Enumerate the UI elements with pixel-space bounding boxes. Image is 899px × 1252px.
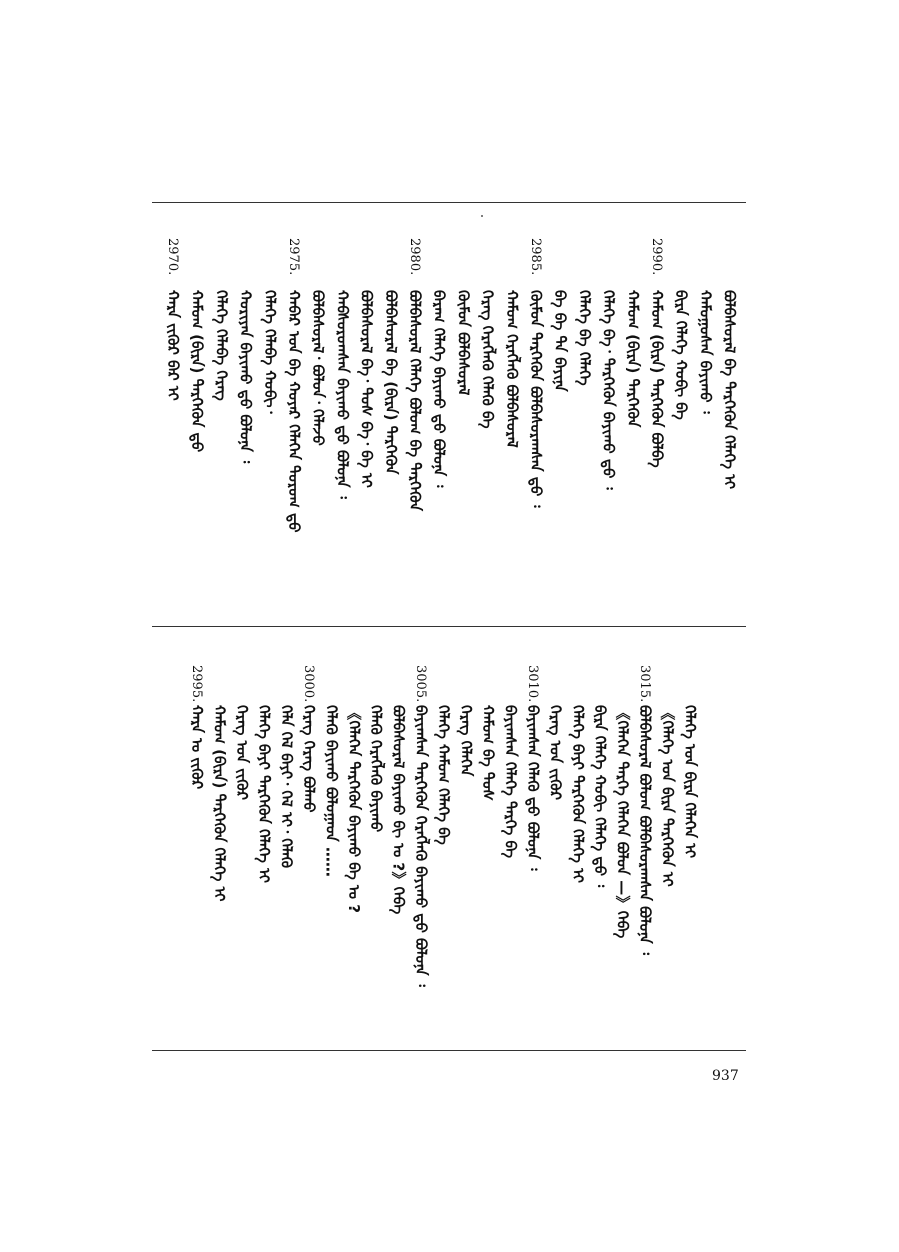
verse-line: [160, 238, 186, 608]
upper-verse-block: [152, 238, 746, 608]
verse-text: ᠬᠡᠯᠡᠬᠦ ᠬᠡᠷᠡᠭᠯᠡᠬᠦ ᠪᠠᠶᠢᠬᠤ: [367, 705, 386, 833]
speck: [481, 215, 483, 217]
verse-text: ᠬᠡᠷᠡᠭ ᠤᠨ ᠵᠢᠭᠦᠷ: [232, 705, 251, 801]
verse-text: ᠬᠡᠯᠡᠭᠡ ᠪᠠᠶᠢ ᠲᠡᠷᠭᠡᠭᠦᠨ ᠬᠡᠯᠡᠭᠡ ᠢ: [568, 705, 587, 883]
line-number: 2990.: [649, 238, 664, 276]
verse-text: ᠬᠦᠮᠦᠨ ᠲᠡᠷᠭᠡᠭᠦᠨ ᠪᠣᠯᠪᠠᠰᠤᠷᠠᠭᠰᠠᠨ ᠳ᠋ᠤ ᠄: [527, 290, 545, 508]
line-number: 2980.: [407, 238, 422, 276]
verse-line: [233, 238, 259, 608]
line-number: 2985.: [528, 238, 543, 276]
verse-text: ᠪᠣᠯᠪᠠᠰᠤᠷᠠᠯ᠂ ᠪᠣᠯᠤᠨ᠂ ᠬᠡᠯᠡᠵᠦ: [309, 290, 328, 446]
verse-text: ᠬᠠᠮᠤᠭ (ᠪᠢᠷᠠ) ᠲᠡᠷᠭᠡᠭᠦᠨ ᠬᠡᠯᠡᠭᠡ ᠢ: [210, 705, 229, 902]
verse-line: [378, 238, 404, 608]
verse-text: ᠪᠢᠷᠠ ᠬᠡᠯᠡᠭᠡ ᠬᠤᠪᠢ ᠪᠠ: [672, 290, 691, 420]
bottom-rule: [152, 1050, 746, 1051]
line-number: 2975.: [286, 238, 301, 276]
verse-text: ᠬᠡᠯᠡᠭᠡ ᠪᠠ ᠬᠡᠯᠡᠭᠡ: [575, 290, 594, 386]
verse-line: [402, 238, 428, 608]
verse-text: ᠬᠡᠷᠡᠭ ᠤᠨ ᠵᠢᠭᠦᠷ: [546, 705, 565, 801]
verse-text: ᠬᠠᠷᠠ ᠤ ᠵᠢᠭᠦᠷ: [188, 705, 206, 790]
verse-text: ᠬᠡᠯᠡᠭᠡ ᠪᠠᠶᠢ ᠲᠡᠷᠭᠡᠭᠦᠨ ᠬᠡᠯᠡᠭᠡ ᠢ: [255, 705, 274, 883]
verse-text: ᠬᠦᠮᠦᠨ ᠪᠣᠯᠪᠠᠰᠤᠷᠠᠯ: [454, 290, 473, 396]
verse-text: ᠪᠢᠷᠠ ᠬᠡᠯᠡᠭᠡ ᠬᠤᠪᠢ ᠬᠡᠯᠡᠭᠡ ᠳ᠋ᠤ ᠄: [591, 705, 610, 888]
verse-text: ᠬᠡᠷᠡᠭ ᠬᠡᠷᠡᠭ ᠪᠣᠯᠬᠤ: [300, 705, 318, 813]
lower-verse-block: [152, 665, 746, 1025]
verse-text: ᠪᠠᠶᠢᠭᠰᠠᠨ ᠬᠡᠯᠡᠭᠡ ᠲᠡᠷᠭᠡ ᠪᠠ: [501, 705, 520, 859]
verse-text: ᠪᠠᠷᠠᠭ ᠬᠡᠯᠡᠭᠡ ᠪᠠᠶᠢᠬᠤ ᠳ᠋ᠤ ᠪᠣᠯᠤᠨᠠ ᠄: [430, 290, 449, 488]
verse-line: [547, 238, 573, 608]
line-number: 3000.: [301, 665, 316, 703]
verse-text: ᠬᠡᠯᠡᠬᠦ ᠪᠠᠶᠢᠬᠤ ᠪᠣᠯᠤᠭᠠᠳ ……: [322, 705, 341, 877]
line-number: 2970.: [165, 238, 180, 276]
verse-text: 《ᠬᠡᠯᠡᠭᠡᠨ ᠲᠡᠷᠭᠡ ᠬᠡᠯᠡᠭᠡᠨ ᠪᠣᠯᠤᠨ —》ᠭᠡᠪᠡ: [613, 705, 632, 939]
verse-text: ᠬᠡᠷᠡᠭ ᠬᠡᠷᠡᠭᠯᠡᠬᠦ ᠬᠡᠯᠡᠬᠦ ᠪᠠ: [478, 290, 497, 429]
line-number: 3005.: [413, 665, 428, 703]
verse-line: [571, 238, 597, 608]
verse-line: [644, 238, 670, 608]
verse-text: ᠬᠡᠷᠡᠭ ᠬᠡᠯᠡᠭᠡᠨ: [456, 705, 475, 777]
verse-text: ᠬᠠᠮᠤᠭ (ᠪᠢᠷᠠ) ᠲᠡᠷᠭᠡᠭᠦᠨ ᠪᠣᠯᠪᠠ: [648, 290, 666, 468]
verse-text: ᠪᠠᠶᠢᠭᠰᠠᠨ ᠬᠡᠯᠡᠬᠦ ᠳ᠋ᠤ ᠪᠣᠯᠤᠨᠠ ᠄: [524, 705, 542, 871]
verse-text: ᠪᠣᠯᠪᠠᠰᠤᠷᠠᠯ ᠪᠣᠯᠤᠭ ᠪᠣᠯᠪᠠᠰᠤᠷᠠᠭᠰᠠᠨ ᠪᠣᠯᠤᠨᠠ ᠄: [636, 705, 654, 955]
verse-text: ᠪᠣᠯᠪᠠᠰᠤᠷᠠᠯ ᠪᠠ ᠲᠡᠷᠭᠡᠭᠦᠨ ᠬᠡᠯᠡᠭᠡ ᠢ: [720, 290, 739, 490]
verse-line: [281, 238, 307, 608]
top-rule: [152, 202, 746, 203]
verse-line: [523, 238, 549, 608]
verse-text: ᠬᠠᠮᠤᠭ (ᠪᠢᠷᠠ) ᠲᠡᠷᠭᠡᠭᠦᠨ: [623, 290, 642, 428]
verse-text: ᠬᠡᠯᠡᠭᠡ ᠬᠡᠯᠡᠪᠡ ᠬᠤᠪᠢ᠂: [260, 290, 279, 414]
verse-text: ᠬᠡᠯᠡᠭᠡ ᠤᠨ ᠪᠢᠷᠠ ᠬᠡᠯᠡᠭᠡᠨ ᠢ: [680, 705, 699, 859]
line-number: 2995.: [189, 665, 204, 703]
verse-line: [305, 238, 331, 608]
verse-line: [450, 238, 476, 608]
verse-line: [596, 238, 622, 608]
verse-text: 《ᠬᠡᠯᠡᠭᠡᠨ ᠲᠡᠷᠭᠡᠭᠦᠨ ᠪᠠᠶᠢᠬᠤ ᠪᠠ ᠤ ?: [344, 705, 363, 913]
verse-line: [426, 238, 452, 608]
verse-text: ᠬᠠᠷᠠ ᠵᠢᠭᠦᠷ ᠪᠡᠷ ᠢ: [164, 290, 182, 401]
verse-text: ᠬᠡᠯᠡᠭᠡ ᠬᠠᠮᠤᠭ ᠬᠡᠯᠡᠭᠡ ᠪᠠ: [434, 705, 453, 845]
middle-rule: [152, 626, 746, 627]
line-number: 3010.: [525, 665, 540, 703]
verse-text: ᠪᠣᠯᠪᠠᠰᠤᠷᠠᠯ ᠬᠡᠯᠡᠭᠡ ᠪᠣᠯᠤᠭ ᠪᠠ ᠲᠡᠷᠭᠡᠭᠦᠨ: [406, 290, 424, 511]
verse-text: ᠬᠡᠯᠡᠭᠡ ᠪᠠ᠂ ᠲᠡᠷᠭᠡᠭᠦᠨ ᠪᠠᠶᠢᠬᠤ ᠳ᠋ᠤ ᠄: [599, 290, 618, 490]
verse-line: [257, 238, 283, 608]
verse-text: ᠬᠡᠯᠡ ᠬᠡᠯ ᠪᠠᠶᠢ᠂ ᠬᠡᠯ ᠢ᠂ ᠬᠡᠯᠡᠬᠦ: [277, 705, 296, 869]
verse-line: [354, 238, 380, 608]
verse-text: ᠬᠠᠮᠤᠭᠤᠰᠠᠨ ᠪᠠᠶᠢᠬᠤ ᠄: [696, 290, 715, 414]
verse-line: [208, 238, 234, 608]
verse-text: ᠬᠡᠯᠡᠭᠡ ᠬᠡᠯᠡᠪᠡ ᠬᠡᠷᠡᠭ: [212, 290, 231, 401]
verse-text: ᠪᠣᠯᠪᠠᠰᠤᠷᠠᠯ ᠪᠠ᠂ ᠲᠤᠰ ᠪᠠ᠂ ᠪᠠ ᠢ: [357, 290, 376, 488]
verse-text: ᠬᠠᠪᠰᠤᠷᠤᠭᠰᠠᠨ ᠪᠠᠶᠢᠬᠤ ᠳ᠋ᠤ ᠪᠣᠯᠤᠨᠠ ᠄: [333, 290, 352, 499]
verse-text: ᠬᠠᠮᠤᠭ (ᠪᠢᠷᠠ) ᠲᠡᠷᠭᠡᠭᠦᠨ ᠳ᠋ᠦ: [188, 290, 207, 453]
verse-text: ᠪᠠᠶᠢᠭᠰᠠᠨ ᠲᠡᠷᠭᠡᠭᠦᠨ ᠬᠡᠷᠡᠭᠯᠡᠬᠦ ᠪᠠᠶᠢᠬᠤ ᠳ᠋ᠤ ᠪᠣᠯᠤᠨᠠ ᠄: [412, 705, 430, 987]
verse-line: [620, 238, 646, 608]
page-number: 937: [712, 1068, 739, 1084]
verse-text: ᠪᠣᠯᠪᠠᠰᠤᠷᠠᠯ ᠪᠠ (ᠪᠢᠷᠠ) ᠲᠡᠷᠭᠡᠭᠦᠨ: [381, 290, 400, 475]
verse-line: [692, 238, 718, 608]
verse-line: [677, 665, 703, 1025]
verse-line: [475, 238, 501, 608]
verse-line: [668, 238, 694, 608]
verse-text: ᠪᠣᠯᠪᠠᠰᠤᠷᠠᠯ ᠪᠠᠶᠢᠬᠤ ᠪᠢ ᠤ ?》ᠭᠡᠪᠡ: [389, 705, 408, 915]
line-number: 3015.: [637, 665, 652, 703]
verse-text: 《ᠬᠡᠯᠡᠭᠡ ᠤᠨ ᠪᠢᠷᠠ ᠲᠡᠷᠭᠡᠭᠦᠨ ᠢ: [658, 705, 677, 887]
verse-text: ᠬᠠᠮᠤᠭ ᠪᠠ ᠲᠤᠰ: [479, 705, 498, 801]
verse-text: ᠬᠠᠮᠤᠭ ᠬᠡᠷᠡᠭᠯᠡᠬᠦ ᠪᠣᠯᠪᠠᠰᠤᠷᠠᠯ: [502, 290, 521, 448]
verse-line: [499, 238, 525, 608]
verse-line: [329, 238, 355, 608]
verse-text: ᠬᠠᠪᠠᠷ ᠤᠨ ᠪᠠ ᠬᠤᠶᠠᠷ ᠬᠡᠯᠡᠭᠡᠨ ᠳᠤᠷᠤᠭ ᠳ᠋ᠤ: [285, 290, 303, 533]
verse-text: ᠬᠤᠷᠢᠶᠠᠨ ᠪᠠᠶᠢᠬᠤ ᠳ᠋ᠤ ᠪᠣᠯᠤᠨᠠ ᠄: [236, 290, 255, 464]
verse-line: [717, 238, 743, 608]
verse-line: [184, 238, 210, 608]
verse-text: ᠪᠠ ᠪᠠ ᠲᠠ ᠪᠠᠶᠢᠨᠠ: [551, 290, 570, 392]
